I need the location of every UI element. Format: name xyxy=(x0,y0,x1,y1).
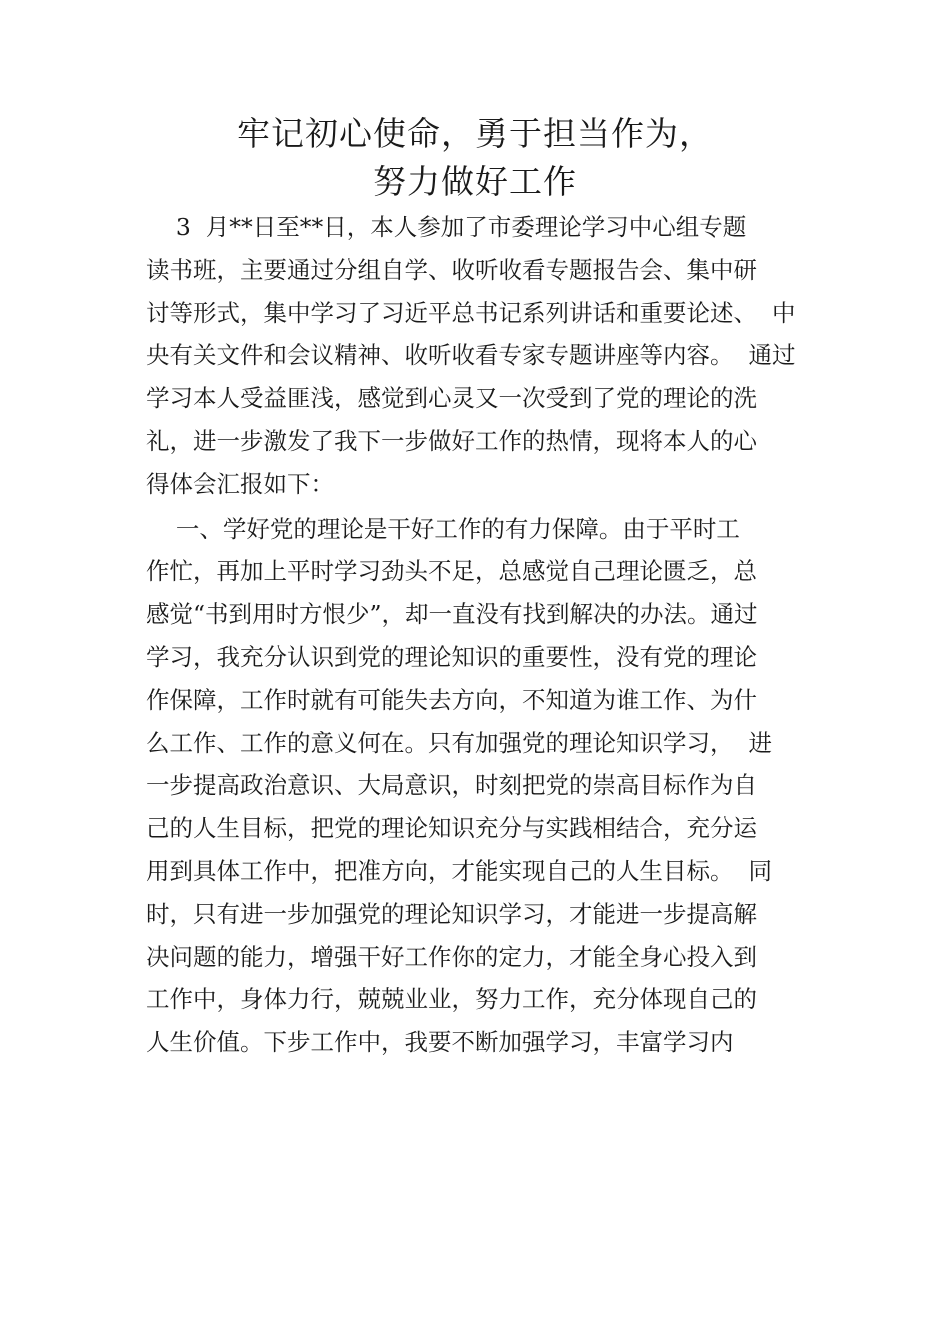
title-line-2: 努力做好工作 xyxy=(373,162,577,201)
text-line: 感觉“书到用时方恨少”，却一直没有找到解决的办法。通过 xyxy=(146,600,758,629)
text-line: 3 月**日至**日，本人参加了市委理论学习中心组专题 xyxy=(146,213,747,241)
text-line: 己的人生目标，把党的理论知识充分与实践相结合，充分运 xyxy=(146,814,757,843)
text-line: 讨等形式，集中学习了习近平总书记系列讲话和重要论述、 中 xyxy=(146,298,796,327)
text-line: 决问题的能力，增强干好工作你的定力，才能全身心投入到 xyxy=(146,942,757,971)
title-line-1: 牢记初心使命，勇于担当作为， xyxy=(237,114,713,153)
text-line: 作忙，再加上平时学习劲头不足，总感觉自己理论匮乏，总 xyxy=(146,557,757,586)
text-line: 礼，进一步激发了我下一步做好工作的热情，现将本人的心 xyxy=(146,426,757,455)
paragraph-2 xyxy=(146,508,816,1064)
text-line: 央有关文件和会议精神、收听收看专家专题讲座等内容。 通过 xyxy=(146,341,796,370)
text-line: 么工作、工作的意义何在。只有加强党的理论知识学习， 进 xyxy=(146,728,772,757)
text-line: 作保障，工作时就有可能失去方向，不知道为谁工作、为什 xyxy=(146,685,757,714)
document-title xyxy=(0,110,950,206)
text-line: 一、学好党的理论是干好工作的有力保障。由于平时工 xyxy=(146,514,740,543)
text-line: 人生价值。下步工作中，我要不断加强学习，丰富学习内 xyxy=(146,1028,734,1057)
paragraph-1 xyxy=(146,206,816,506)
text-line: 工作中，身体力行，兢兢业业，努力工作，充分体现自己的 xyxy=(146,985,757,1014)
text-line: 时，只有进一步加强党的理论知识学习，才能进一步提高解 xyxy=(146,899,757,928)
text-line: 一步提高政治意识、大局意识，时刻把党的崇高目标作为自 xyxy=(146,771,757,800)
text-line: 学习本人受益匪浅，感觉到心灵又一次受到了党的理论的洗 xyxy=(146,384,757,413)
text-line: 用到具体工作中，把准方向，才能实现自己的人生目标。 同 xyxy=(146,856,772,885)
text-line: 学习，我充分认识到党的理论知识的重要性，没有党的理论 xyxy=(146,642,757,671)
text-line: 得体会汇报如下： xyxy=(146,469,334,498)
text-line: 读书班，主要通过分组自学、收听收看专题报告会、集中研 xyxy=(146,255,757,284)
document-body xyxy=(146,206,816,1064)
